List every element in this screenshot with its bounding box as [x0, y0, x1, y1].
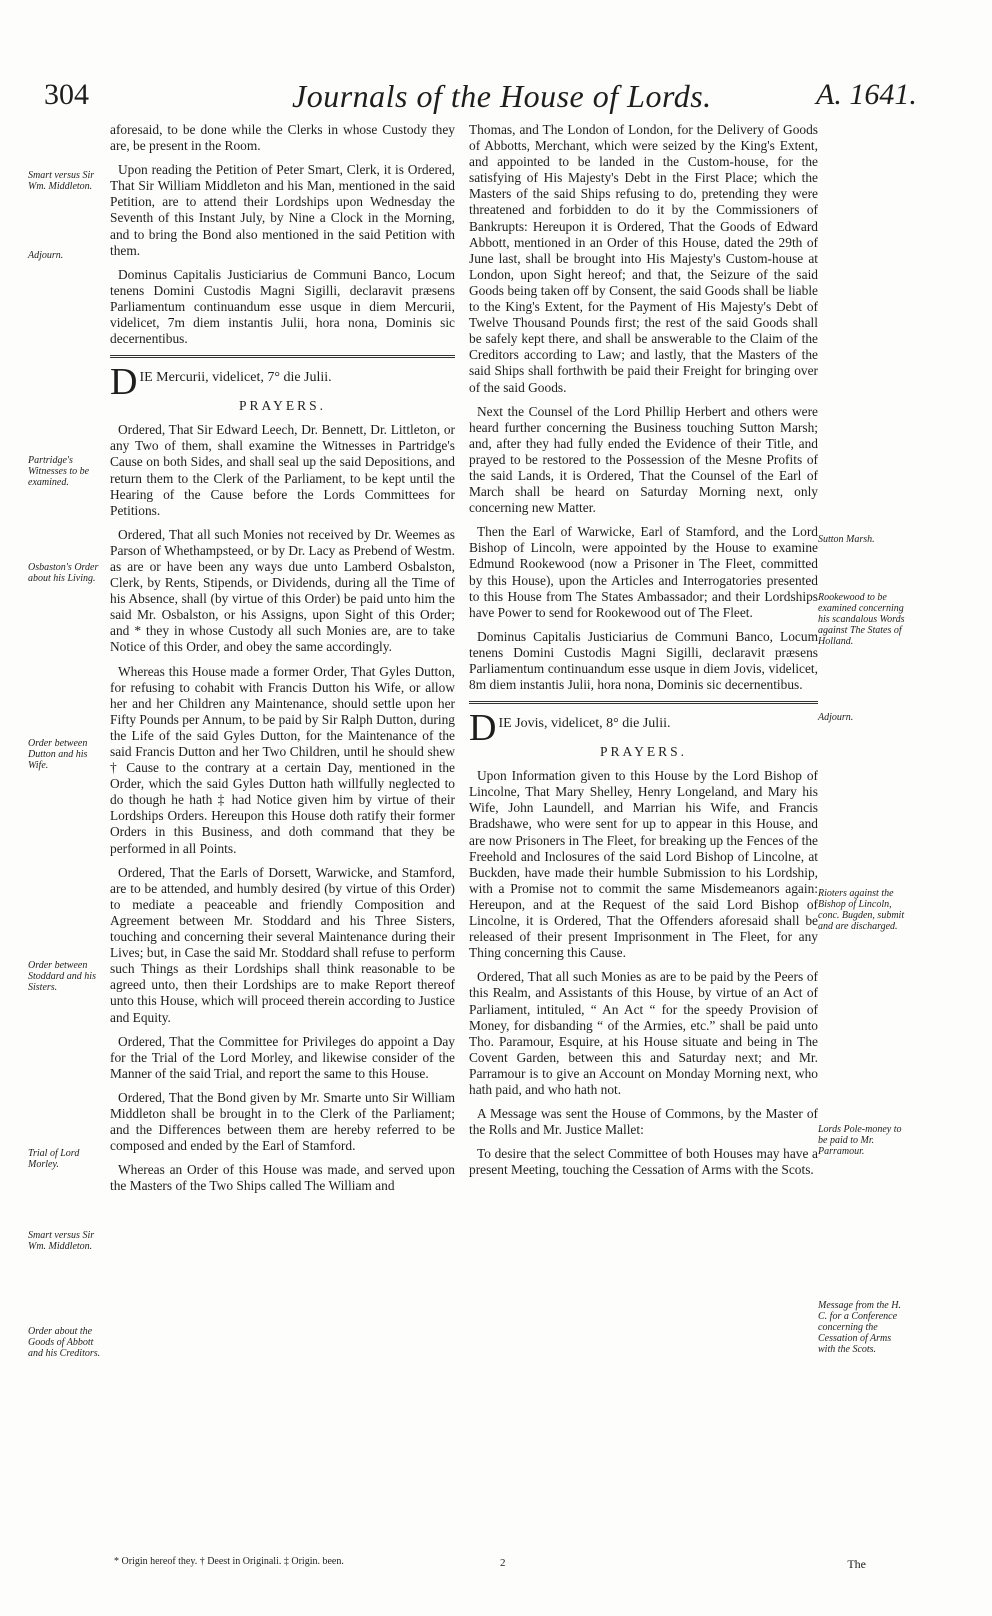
paragraph: To desire that the select Committee of both Houses may have a present Meeting, touching the Cessation of Arms with the Scots. [469, 1146, 818, 1178]
margin-note: Partridge's Witnesses to be examined. [28, 455, 90, 488]
day-heading-text: IE Jovis, videlicet, 8° die Julii. [498, 716, 671, 732]
left-column [110, 122, 455, 1202]
year-heading: A. 1641. [816, 78, 917, 111]
page-number: 304 [44, 78, 89, 111]
paragraph: A Message was sent the House of Commons, by the Master of the Rolls and Mr. Justice Mallet: [469, 1106, 818, 1138]
margin-note: Rookewood to be examined concerning his scandalous Words against The States of Holland. [818, 592, 905, 647]
paragraph: Whereas an Order of this House was made, and served upon the Masters of the Two Ships called The William and [110, 1162, 455, 1194]
margin-note: Osbaston's Order about his Living. [28, 562, 99, 584]
day-heading-text: IE Mercurii, videlicet, 7° die Julii. [139, 370, 332, 386]
paragraph: Ordered, That the Committee for Privileges do appoint a Day for the Trial of the Lord Morley, and likewise consider of the Manner of the said Trial, and report the same to this House. [110, 1033, 455, 1081]
paragraph: Dominus Capitalis Justiciarius de Communi Banco, Locum tenens Domini Custodis Magni Sigilli, declaravit præsens Parliamentum continuandum esse usque in diem Mercurii, videlicet, 7m diem instantis Julii, hora nona, Dominis sic decernentibus. [110, 266, 455, 347]
paragraph: Dominus Capitalis Justiciarius de Communi Banco, Locum tenens Domini Custodis Magni Sigilli, declaravit præsens Parliamentum continuandum esse usque in diem Jovis, videlicet, 8m diem instantis Julii, hora nona, Dominis sic decernentibus. [469, 628, 818, 693]
prayers-heading: PRAYERS. [600, 744, 687, 760]
margin-note: Trial of Lord Morley. [28, 1148, 80, 1170]
margin-note: Smart versus Sir Wm. Middleton. [28, 1230, 95, 1252]
paragraph: Ordered, That all such Monies not received by Dr. Weemes as Parson of Whethampsteed, or by Dr. Lacy as Prebend of Westm. as are or have been any ways due unto Lamberd Osbalston, Clerk, by Rents, Stipends, or Dividends, during all the Time of his Absence, shall (by virtue of this Order) be paid unto him the said Mr. Osbalston, or his Assigns, upon Sight of this Order; and * they in whose Custody all such Monies are, are to take Notice of this Order, and obey the same accordingly. [110, 526, 455, 655]
margin-note: Rioters against the Bishop of Lincoln, conc. Bugden, submit and are discharged. [818, 888, 905, 932]
margin-note: Sutton Marsh. [818, 534, 875, 545]
paragraph: Ordered, That all such Monies as are to be paid by the Peers of this Realm, and Assistants of this House, by virtue of an Act of Parliament, intituled, “ An Act “ for the speedy Provision of Money, for disbanding “ of the Armies, etc.” shall be paid unto Tho. Paramour, Esquire, at his House situate and being in The Covent Garden, between this and Saturday next; and Mr. Parramour is to give an Account on Monday Morning next, who hath paid, and who hath not. [469, 969, 818, 1097]
paragraph: Whereas this House made a former Order, That Gyles Dutton, for refusing to cohabit with Francis Dutton his Wife, or allow her and her Children any Maintenance, should settle upon her Fifty Pounds per Annum, to be paid by Sir Ralph Dutton, during the Life of the said Gyles Dutton, for the Maintenance of the said Francis Dutton and her Two Children, until he should shew † Cause to the contrary at a certain Day, mentioned in the Order, which the said Gyles Dutton hath willfully neglected to do though he hath ‡ had Notice given him by virtue of their Lordships Orders. Hereupon this House doth ratify their former Orders in this Business, and doth command that they be performed in all Points. [110, 663, 455, 856]
margin-note: Order between Dutton and his Wife. [28, 738, 88, 771]
paragraph: Next the Counsel of the Lord Phillip Herbert and others were heard further concerning the Business touching Sutton Marsh; and, after they had fully ended the Evidence of their Title, and prayed to be restored to the Possession of the Mesne Profits of the said Lands, it is Ordered, That the Counsel of the Earl of March shall be heard on Saturday Morning next, only concerning new Matter. [469, 403, 818, 516]
paragraph: Ordered, That Sir Edward Leech, Dr. Bennett, Dr. Littleton, or any Two of them, shall examine the Witnesses in Partridge's Cause on both Sides, and shall seal up the said Depositions, and return them to the Clerk of the Parliament, to be kept until the Hearing of the Cause before the Lords Committees for Petitions. [110, 422, 455, 518]
paragraph: Ordered, That the Earls of Dorsett, Warwicke, and Stamford, are to be attended, and humbly desired (by virtue of this Order) to mediate a peaceable and friendly Composition and Agreement between Mr. Stoddard and his Three Sisters, touching and concerning their several Maintenance during their Lives; but, in Case the said Mr. Stoddard shall refuse to perform such Things as their Lordships shall think reasonable to be agreed unto, then their Lordships are to make Report thereof unto this House, which will proceed therein according to Justice and Equity. [110, 864, 455, 1025]
margin-note: Smart versus Sir Wm. Middleton. [28, 170, 95, 192]
drop-initial: D [110, 361, 138, 404]
footnotes: * Origin hereof they. † Deest in Originali. ‡ Origin. been. [114, 1556, 344, 1567]
paragraph: Thomas, and The London of London, for the Delivery of Goods of Abbotts, Merchant, which were seized by the King's Extent, and appointed to be landed in the Custom-house, for the satisfying of His Majesty's Debt in the First Place; which the Masters of the said Ships refusing to do, pretending they were threatened and forbidden to do it by the Commissioners of Bankrupts: Hereupon it is Ordered, That the Goods of Edward Abbott, mentioned in an Order of this House, dated the 29th of June last, shall be brought into His Majesty's Custom-house at London, upon Sight hereof; and that, the Seizure of the said Goods being taken off by Consent, the said Goods shall be liable to the King's Extent, for the Payment of His Majesty's Debt of Twelve Thousand Pounds first; the rest of the said Goods shall be safely kept there, and shall be answerable to the Claim of the Creditors according to Law; and lastly, that the Masters of the said Ships shall forthwith be paid their Freight for bringing over of the said Goods. [469, 122, 818, 395]
margin-note: Order between Stoddard and his Sisters. [28, 960, 96, 993]
margin-note: Adjourn. [28, 250, 64, 261]
margin-note: Order about the Goods of Abbott and his Creditors. [28, 1326, 101, 1359]
catchword: The [847, 1557, 866, 1571]
paragraph: Ordered, That the Bond given by Mr. Smarte unto Sir William Middleton shall be brought in to the Clerk of the Parliament; and the Differences between them are hereby referred to be composed and ended by the Earl of Stamford. [110, 1089, 455, 1154]
section-divider [110, 355, 455, 358]
paragraph: aforesaid, to be done while the Clerks in whose Custody they are, be present in the Room. [110, 122, 455, 154]
margin-note: Lords Pole-money to be paid to Mr. Parramour. [818, 1124, 902, 1157]
day-heading [110, 361, 455, 404]
paragraph: Upon Information given to this House by the Lord Bishop of Lincolne, That Mary Shelley, Henry Longeland, and Mary his Wife, John Laundell, and Marrian his Wife, and Francis Bradshawe, who were sent for up to appear in this House, and are now Prisoners in The Fleet, for breaking up the Fences of the Freehold and Inclosures of the said Lord Bishop of Lincolne, at Buckden, have made their humble Submission to his Lordship, with a Promise not to commit the same Misdemeanors again: Hereupon, and at the Request of the said Lord Bishop of Lincolne, it is Ordered, That the Offenders aforesaid shall be released of their present Imprisonment in The Fleet, for any Thing concerning this Cause. [469, 768, 818, 961]
signature-mark: 2 [500, 1557, 506, 1569]
section-divider [469, 701, 818, 704]
drop-initial: D [469, 707, 497, 750]
margin-note: Message from the H. C. for a Conference concerning the Cessation of Arms with the Scots. [818, 1300, 901, 1355]
paragraph: Then the Earl of Warwicke, Earl of Stamford, and the Lord Bishop of Lincoln, were appointed by the House to examine Edmund Rookewood (now a Prisoner in The Fleet, committed by this House), upon the Articles and Interrogatories presented to this House from The States Ambassador; and their Lordships have Power to send for Rookewood out of The Fleet. [469, 524, 818, 620]
paragraph: Upon reading the Petition of Peter Smart, Clerk, it is Ordered, That Sir William Middleton and his Man, mentioned in the said Petition, are to attend their Lordships upon Wednesday the Seventh of this Instant July, by Nine a Clock in the Morning, and to bring the Bond also mentioned in the said Petition with them. [110, 162, 455, 258]
right-column [469, 122, 818, 1186]
page-header [0, 78, 992, 118]
prayers-heading: PRAYERS. [239, 398, 326, 414]
running-title: Journals of the House of Lords. [292, 78, 712, 114]
margin-note: Adjourn. [818, 712, 854, 723]
day-heading [469, 707, 818, 750]
